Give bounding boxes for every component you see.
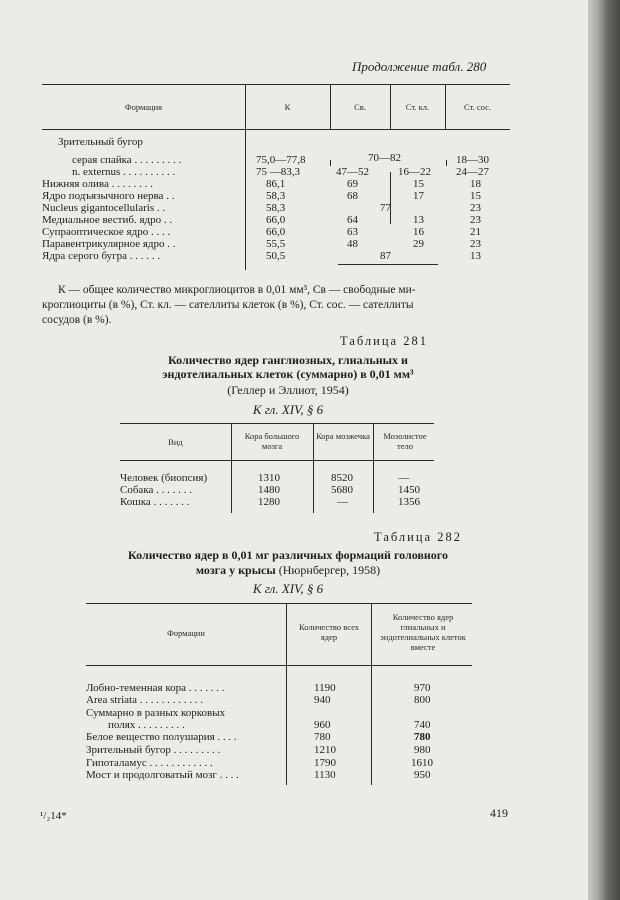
t280-cell-sv: 47—52 [336, 166, 369, 178]
t281-ref: К гл. XIV, § 6 [252, 402, 324, 417]
t281-header-corpus-callosum: Мозолистое тело [383, 431, 427, 451]
t280-header-stkl: Ст. кл. [405, 102, 430, 112]
t282-header-glial-endothelial: Количество ядер глиальных и эндотелиальных клеток вместе [380, 612, 466, 652]
t281-cell: 1480 [258, 484, 280, 496]
page-number: 419 [490, 806, 508, 820]
t281-cell: — [398, 472, 409, 484]
t281-title-line1: Количество ядер ганглиозных, глиальных и [168, 353, 408, 367]
t281-header-species: Вид [168, 437, 183, 447]
t281-cell: 1310 [258, 472, 280, 484]
t280-cell-stsos: 15 [470, 190, 481, 202]
t282-cell: 800 [414, 694, 431, 706]
t280-header-stsos: Ст. сос. [463, 102, 491, 112]
t280-cell-stkl: 29 [413, 238, 424, 250]
t282-title-line1: Количество ядер в 0,01 мг различных формаций головного [128, 548, 448, 562]
t282-header-all-nuclei: Количество всех ядер [298, 622, 359, 642]
t282-row-name: полях . . . . . . . . . [108, 719, 185, 731]
t282-cell: 1210 [314, 744, 336, 756]
t282-title-line2: мозга у крысы [195, 563, 276, 577]
t281-row-name: Собака . . . . . . . [120, 484, 192, 496]
t280-cell-sv: 87 [380, 250, 391, 262]
t280-cell-stkl: 16—22 [398, 166, 431, 178]
t280-cell-k: 66,0 [266, 214, 286, 226]
t281-source: (Геллер и Эллиот, 1954) [227, 383, 349, 397]
t282-source: (Нюрнбергер, 1958) [278, 563, 381, 577]
t282-row-name: Суммарно в разных корковых [86, 707, 226, 719]
t280-note-line: кроглиоциты (в %), Ст. кл. — сателлиты клеток (в %), Ст. сос. — сателлиты [42, 299, 414, 311]
t280-row-name: Ядра серого бугра . . . . . . [42, 250, 161, 262]
t280-cell-k: 75,0—77,8 [256, 154, 306, 166]
t280-cell-sv: 77 [380, 202, 391, 214]
t280-cell-sv: 70—82 [368, 152, 401, 164]
t280-cell-sv: 69 [347, 178, 358, 190]
t280-cell-k: 66,0 [266, 226, 286, 238]
t280-header-formation: Формация [124, 102, 163, 112]
t280-cell-sv: 48 [347, 238, 358, 250]
t281-cell: 1356 [398, 496, 420, 508]
t280-row-name: Зрительный бугор [58, 136, 143, 148]
t282-cell: 740 [414, 719, 431, 731]
t280-cell-k: 50,5 [266, 250, 286, 262]
t280-cell-stkl: 13 [413, 214, 424, 226]
t280-cell-sv: 64 [347, 214, 358, 226]
t280-cell-k: 58,3 [266, 202, 286, 214]
t282-cell: 980 [414, 744, 431, 756]
t281-cell: 1450 [398, 484, 420, 496]
t280-row-name: Паравентрикулярное ядро . . [42, 238, 176, 250]
t282-cell: 1190 [314, 682, 336, 694]
t282-cell: 960 [314, 719, 331, 731]
t282-cell: 940 [314, 694, 331, 706]
t281-header-cerebellum: Кора мозжечка [316, 431, 370, 441]
t282-row-name: Гипоталамус . . . . . . . . . . . . [86, 757, 213, 769]
t282-cell: 780 [314, 731, 331, 743]
t282-row-name: Белое вещество полушария . . . . [86, 731, 237, 743]
t281-cell: 1280 [258, 496, 280, 508]
t282-row-name: Area striata . . . . . . . . . . . . [86, 694, 203, 706]
t280-cell-stsos: 13 [470, 250, 481, 262]
printer-signature: ¹/₂14* [40, 810, 67, 822]
t280-row-name: Nucleus gigantocellularis . . [42, 202, 166, 214]
t281-header-cortex: Кора большого мозга [244, 431, 300, 451]
t280-cell-k: 55,5 [266, 238, 286, 250]
t280-cell-sv: 63 [347, 226, 358, 238]
running-head: Продолжение табл. 280 [352, 59, 487, 74]
t280-cell-stkl: 15 [413, 178, 424, 190]
t282-cell: 950 [414, 769, 431, 781]
t280-header-sv: Св. [354, 102, 366, 112]
t282-cell: 970 [414, 682, 431, 694]
t280-cell-stkl: 16 [413, 226, 424, 238]
t282-ref: К гл. XIV, § 6 [252, 581, 324, 596]
t280-cell-k: 86,1 [266, 178, 286, 190]
t280-cell-stsos: 23 [470, 202, 481, 214]
t282-row-name: Зрительный бугор . . . . . . . . . [86, 744, 221, 756]
t280-row-name: Нижняя олива . . . . . . . . [42, 178, 153, 190]
t280-row-name: n. externus . . . . . . . . . . [72, 166, 176, 178]
t282-cell: 780 [414, 731, 431, 743]
t280-cell-stsos: 23 [470, 214, 481, 226]
t280-row-name: Супраоптическое ядро . . . . [42, 226, 171, 238]
t281-label: Таблица 281 [340, 334, 428, 348]
t280-cell-sv: 68 [347, 190, 358, 202]
t281-row-name: Кошка . . . . . . . [120, 496, 190, 508]
t282-cell: 1610 [411, 757, 433, 769]
t282-cell: 1130 [314, 769, 336, 781]
t280-row-name: серая спайка . . . . . . . . . [72, 154, 182, 166]
t280-cell-stkl: 17 [413, 190, 424, 202]
t280-cell-stsos: 23 [470, 238, 481, 250]
t280-note-line: сосудов (в %). [42, 314, 112, 326]
t281-cell: — [337, 496, 348, 508]
t280-row-name: Ядро подъязычного нерва . . [42, 190, 175, 202]
t280-cell-k: 58,3 [266, 190, 286, 202]
t280-cell-stsos: 18 [470, 178, 481, 190]
t282-row-name: Лобно-теменная кора . . . . . . . [86, 682, 225, 694]
t282-header-formations: Формации [167, 628, 205, 638]
t280-header-k: К [284, 102, 291, 112]
t280-cell-stsos: 18—30 [456, 154, 489, 166]
t280-cell-stsos: 21 [470, 226, 481, 238]
t282-title-line2-wrap [0, 563, 582, 578]
t282-row-name: Мост и продолговатый мозг . . . . [86, 769, 239, 781]
t281-title-line2: эндотелиальных клеток (суммарно) в 0,01 мм³ [162, 367, 414, 381]
t280-cell-k: 75 —83,3 [256, 166, 300, 178]
t280-cell-stsos: 24—27 [456, 166, 489, 178]
t282-label: Таблица 282 [374, 530, 462, 544]
t282-cell: 1790 [314, 757, 336, 769]
t281-cell: 8520 [331, 472, 353, 484]
book-spine-edge [588, 0, 620, 900]
t280-row-name: Медиальное вестиб. ядро . . [42, 214, 173, 226]
t281-row-name: Человек (биопсия) [120, 472, 208, 484]
t280-note-line: К — общее количество микроглиоцитов в 0,01 мм³, Св — свободные ми- [58, 284, 416, 296]
t281-cell: 5680 [331, 484, 353, 496]
